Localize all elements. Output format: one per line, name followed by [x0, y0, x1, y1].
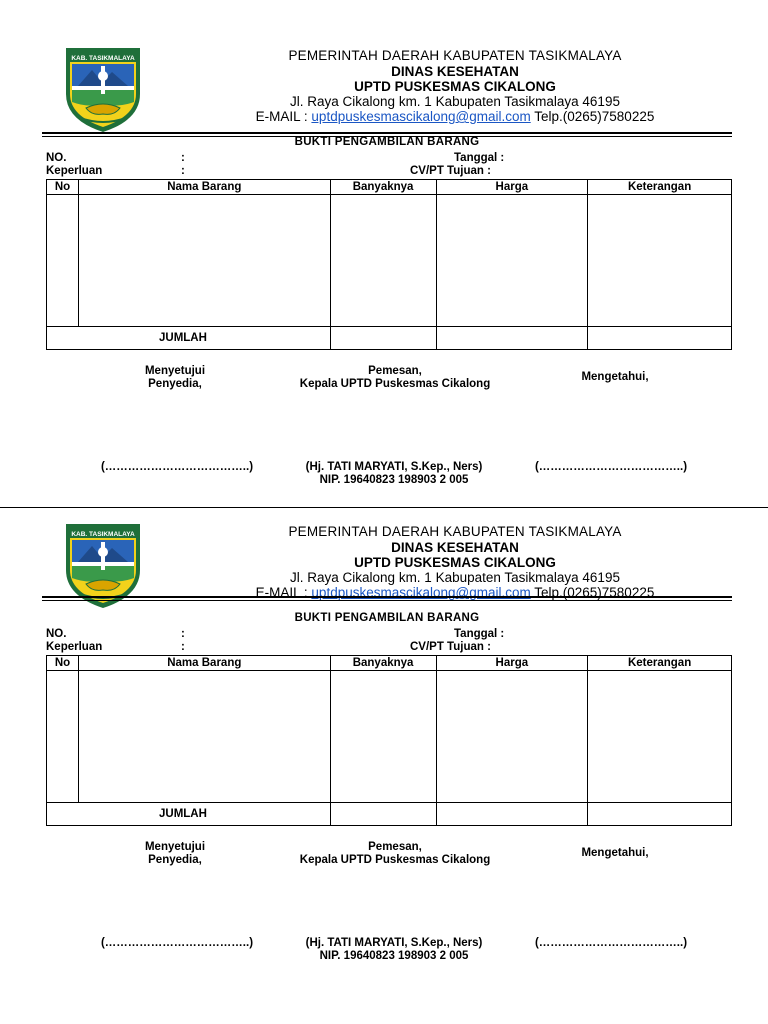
table-header-row [47, 656, 732, 671]
sig-mid [260, 365, 530, 391]
cell-keterangan[interactable] [588, 671, 732, 803]
tanggal-label: Tanggal : [454, 628, 505, 640]
col-no: No [47, 656, 79, 671]
no-label: NO. [46, 152, 67, 164]
phone-text: Telp.(0265)7580225 [530, 585, 655, 600]
tanggal-label: Tanggal : [454, 152, 505, 164]
header-contact [200, 584, 710, 601]
no-colon: : [181, 152, 185, 164]
header-divider-thick [42, 596, 732, 598]
header-address: Jl. Raya Cikalong km. 1 Kabupaten Tasikmalaya 46195 [290, 570, 620, 585]
sig-left-line1: Menyetujui [144, 841, 206, 853]
jumlah-row [47, 803, 732, 826]
no-colon: : [181, 628, 185, 640]
jumlah-keterangan[interactable] [588, 803, 732, 826]
cvpt-label: CV/PT Tujuan : [410, 641, 491, 653]
sig-mid-line2: Kepala UPTD Puskesmas Cikalong [299, 378, 491, 390]
col-harga: Harga [436, 656, 588, 671]
sig-right-blank: (………………………………..) [534, 461, 688, 473]
sig-mid-name: (Hj. TATI MARYATI, S.Kep., Ners) [305, 461, 483, 473]
logo-text: KAB. TASIKMALAYA [71, 55, 135, 62]
jumlah-label: JUMLAH [47, 327, 331, 350]
sig-left-blank: (………………………………..) [100, 461, 254, 473]
cell-harga[interactable] [436, 671, 588, 803]
cell-banyaknya[interactable] [330, 195, 436, 327]
col-harga: Harga [436, 180, 588, 195]
header-government: PEMERINTAH DAERAH KABUPATEN TASIKMALAYA [288, 524, 622, 539]
email-label: E-MAIL : [255, 109, 312, 124]
jumlah-banyaknya[interactable] [330, 803, 436, 826]
cell-keterangan[interactable] [588, 195, 732, 327]
col-keterangan: Keterangan [588, 656, 732, 671]
col-banyaknya: Banyaknya [330, 180, 436, 195]
email-link[interactable]: uptdpuskesmascikalong@gmail.com [311, 585, 531, 600]
email-link[interactable]: uptdpuskesmascikalong@gmail.com [311, 109, 531, 124]
header-department: DINAS KESEHATAN [391, 540, 519, 555]
sig-left-line1: Menyetujui [144, 365, 206, 377]
table-header-row [47, 180, 732, 195]
tasikmalaya-emblem-icon [58, 42, 148, 134]
sig-mid-line1: Pemesan, [368, 841, 422, 853]
items-table [46, 655, 732, 826]
keperluan-colon: : [181, 641, 185, 653]
cell-harga[interactable] [436, 195, 588, 327]
col-nama-barang: Nama Barang [78, 180, 330, 195]
sig-mid-line1: Pemesan, [368, 365, 422, 377]
jumlah-label: JUMLAH [47, 803, 331, 826]
items-table [46, 179, 732, 350]
col-keterangan: Keterangan [588, 180, 732, 195]
form-title: BUKTI PENGAMBILAN BARANG [294, 136, 480, 148]
cell-banyaknya[interactable] [330, 671, 436, 803]
nip: NIP. 19640823 198903 2 005 [319, 474, 469, 486]
no-label: NO. [46, 628, 67, 640]
header-divider-thin [42, 600, 732, 601]
keperluan-colon: : [181, 165, 185, 177]
sig-right: Mengetahui, [581, 847, 649, 859]
cell-no[interactable] [47, 671, 79, 803]
sig-mid-line2: Kepala UPTD Puskesmas Cikalong [299, 854, 491, 866]
cvpt-label: CV/PT Tujuan : [410, 165, 491, 177]
form-title: BUKTI PENGAMBILAN BARANG [294, 612, 480, 624]
cell-nama-barang[interactable] [78, 671, 330, 803]
col-banyaknya: Banyaknya [330, 656, 436, 671]
keperluan-label: Keperluan [46, 165, 103, 177]
header-puskesmas: UPTD PUSKESMAS CIKALONG [354, 79, 556, 94]
sig-left [100, 365, 250, 391]
table-row [47, 195, 732, 327]
sig-left-line2: Penyedia, [148, 854, 202, 866]
header-department: DINAS KESEHATAN [391, 64, 519, 79]
table-row [47, 671, 732, 803]
email-label: E-MAIL : [255, 585, 312, 600]
sig-left-line2: Penyedia, [148, 378, 202, 390]
cell-nama-barang[interactable] [78, 195, 330, 327]
header-address: Jl. Raya Cikalong km. 1 Kabupaten Tasikmalaya 46195 [290, 94, 620, 109]
sig-mid [260, 841, 530, 867]
sig-right: Mengetahui, [581, 371, 649, 383]
cell-no[interactable] [47, 195, 79, 327]
header-government: PEMERINTAH DAERAH KABUPATEN TASIKMALAYA [288, 48, 622, 63]
phone-text: Telp.(0265)7580225 [530, 109, 655, 124]
keperluan-label: Keperluan [46, 641, 103, 653]
form-top [0, 0, 768, 490]
jumlah-keterangan[interactable] [588, 327, 732, 350]
col-nama-barang: Nama Barang [78, 656, 330, 671]
sig-left-blank: (………………………………..) [100, 937, 254, 949]
form-bottom [0, 476, 768, 966]
col-no: No [47, 180, 79, 195]
sig-mid-name: (Hj. TATI MARYATI, S.Kep., Ners) [305, 937, 483, 949]
jumlah-harga[interactable] [436, 327, 588, 350]
jumlah-row [47, 327, 732, 350]
sig-left [100, 841, 250, 867]
sig-right-blank: (………………………………..) [534, 937, 688, 949]
jumlah-harga[interactable] [436, 803, 588, 826]
logo-text: KAB. TASIKMALAYA [71, 531, 135, 538]
header-puskesmas: UPTD PUSKESMAS CIKALONG [354, 555, 556, 570]
header-contact [200, 108, 710, 125]
jumlah-banyaknya[interactable] [330, 327, 436, 350]
header-divider-thick [42, 132, 732, 134]
nip: NIP. 19640823 198903 2 005 [319, 950, 469, 962]
